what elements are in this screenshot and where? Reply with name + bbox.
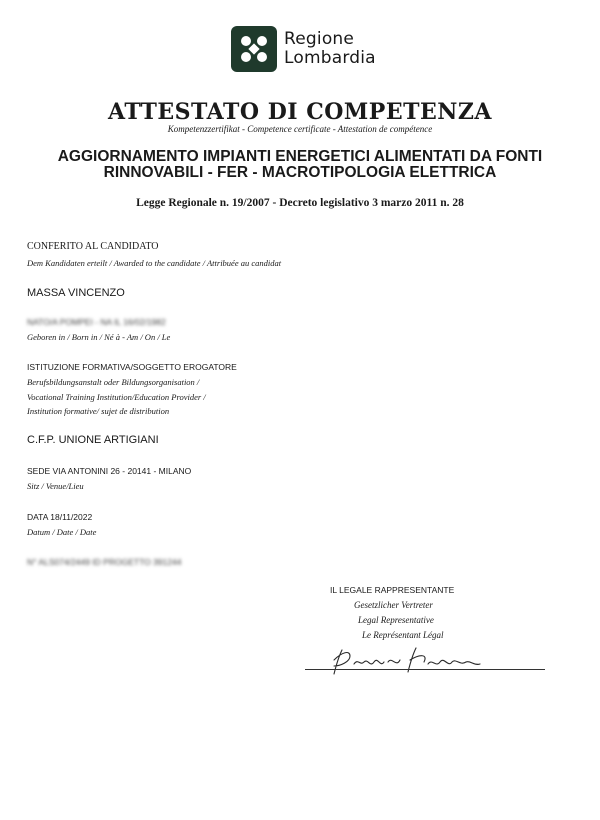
course-title-line-2: RINNOVABILI - FER - MACROTIPOLOGIA ELETTRICA (103, 164, 497, 181)
candidate-label: CONFERITO AL CANDIDATO (27, 241, 159, 252)
candidate-birth: NATO/A POMPEI - NA IL 16/02/1982 (27, 317, 166, 327)
signature-heading: IL LEGALE RAPPRESENTANTE (330, 585, 455, 595)
logo-line-2: Lombardia (284, 48, 376, 68)
institution-translation-2: Vocational Training Institution/Education Provider / (27, 392, 206, 402)
issue-date: DATA 18/11/2022 (27, 512, 93, 522)
issue-date-translation: Datum / Date / Date (27, 527, 97, 537)
course-title (20, 149, 580, 181)
institution-label: ISTITUZIONE FORMATIVA/SOGGETTO EROGATORE (27, 362, 237, 372)
candidate-label-translation: Dem Kandidaten erteilt / Awarded to the candidate / Attribuée au candidat (27, 258, 282, 268)
certificate-subtitle: Kompetenzzertifikat - Competence certificate - Attestation de compétence (167, 124, 433, 134)
venue: SEDE VIA ANTONINI 26 - 20141 - MILANO (27, 466, 192, 476)
logo-line-1: Regione (284, 29, 355, 49)
logo-text (284, 30, 376, 68)
project-reference: N° ALS074/2449 ID PROGETTO 391244 (27, 557, 182, 567)
signature-title-en: Legal Representative (358, 615, 434, 625)
handwritten-signature (320, 640, 500, 680)
law-reference: Legge Regionale n. 19/2007 - Decreto legislativo 3 marzo 2011 n. 28 (136, 197, 464, 209)
course-title-line-1: AGGIORNAMENTO IMPIANTI ENERGETICI ALIMENTATI DA FONTI (57, 148, 543, 165)
candidate-birth-translation: Geboren in / Born in / Né à - Am / On / Le (27, 332, 171, 342)
regione-lombardia-logo-icon (231, 26, 277, 72)
signature-title-de: Gesetzlicher Vertreter (354, 600, 433, 610)
logo (231, 26, 376, 72)
signature-block (330, 585, 575, 643)
institution-name: C.F.P. UNIONE ARTIGIANI (27, 434, 159, 446)
signature-title-fr: Le Représentant Légal (362, 630, 444, 640)
institution-translation-3: Institution formative/ sujet de distribution (27, 406, 170, 416)
certificate-title: ATTESTATO DI COMPETENZA (108, 99, 492, 125)
candidate-name: MASSA VINCENZO (27, 287, 125, 299)
signature-line (305, 669, 545, 670)
institution-translation-1: Berufsbildungsanstalt oder Bildungsorganisation / (27, 377, 200, 387)
venue-translation: Sitz / Venue/Lieu (27, 481, 84, 491)
